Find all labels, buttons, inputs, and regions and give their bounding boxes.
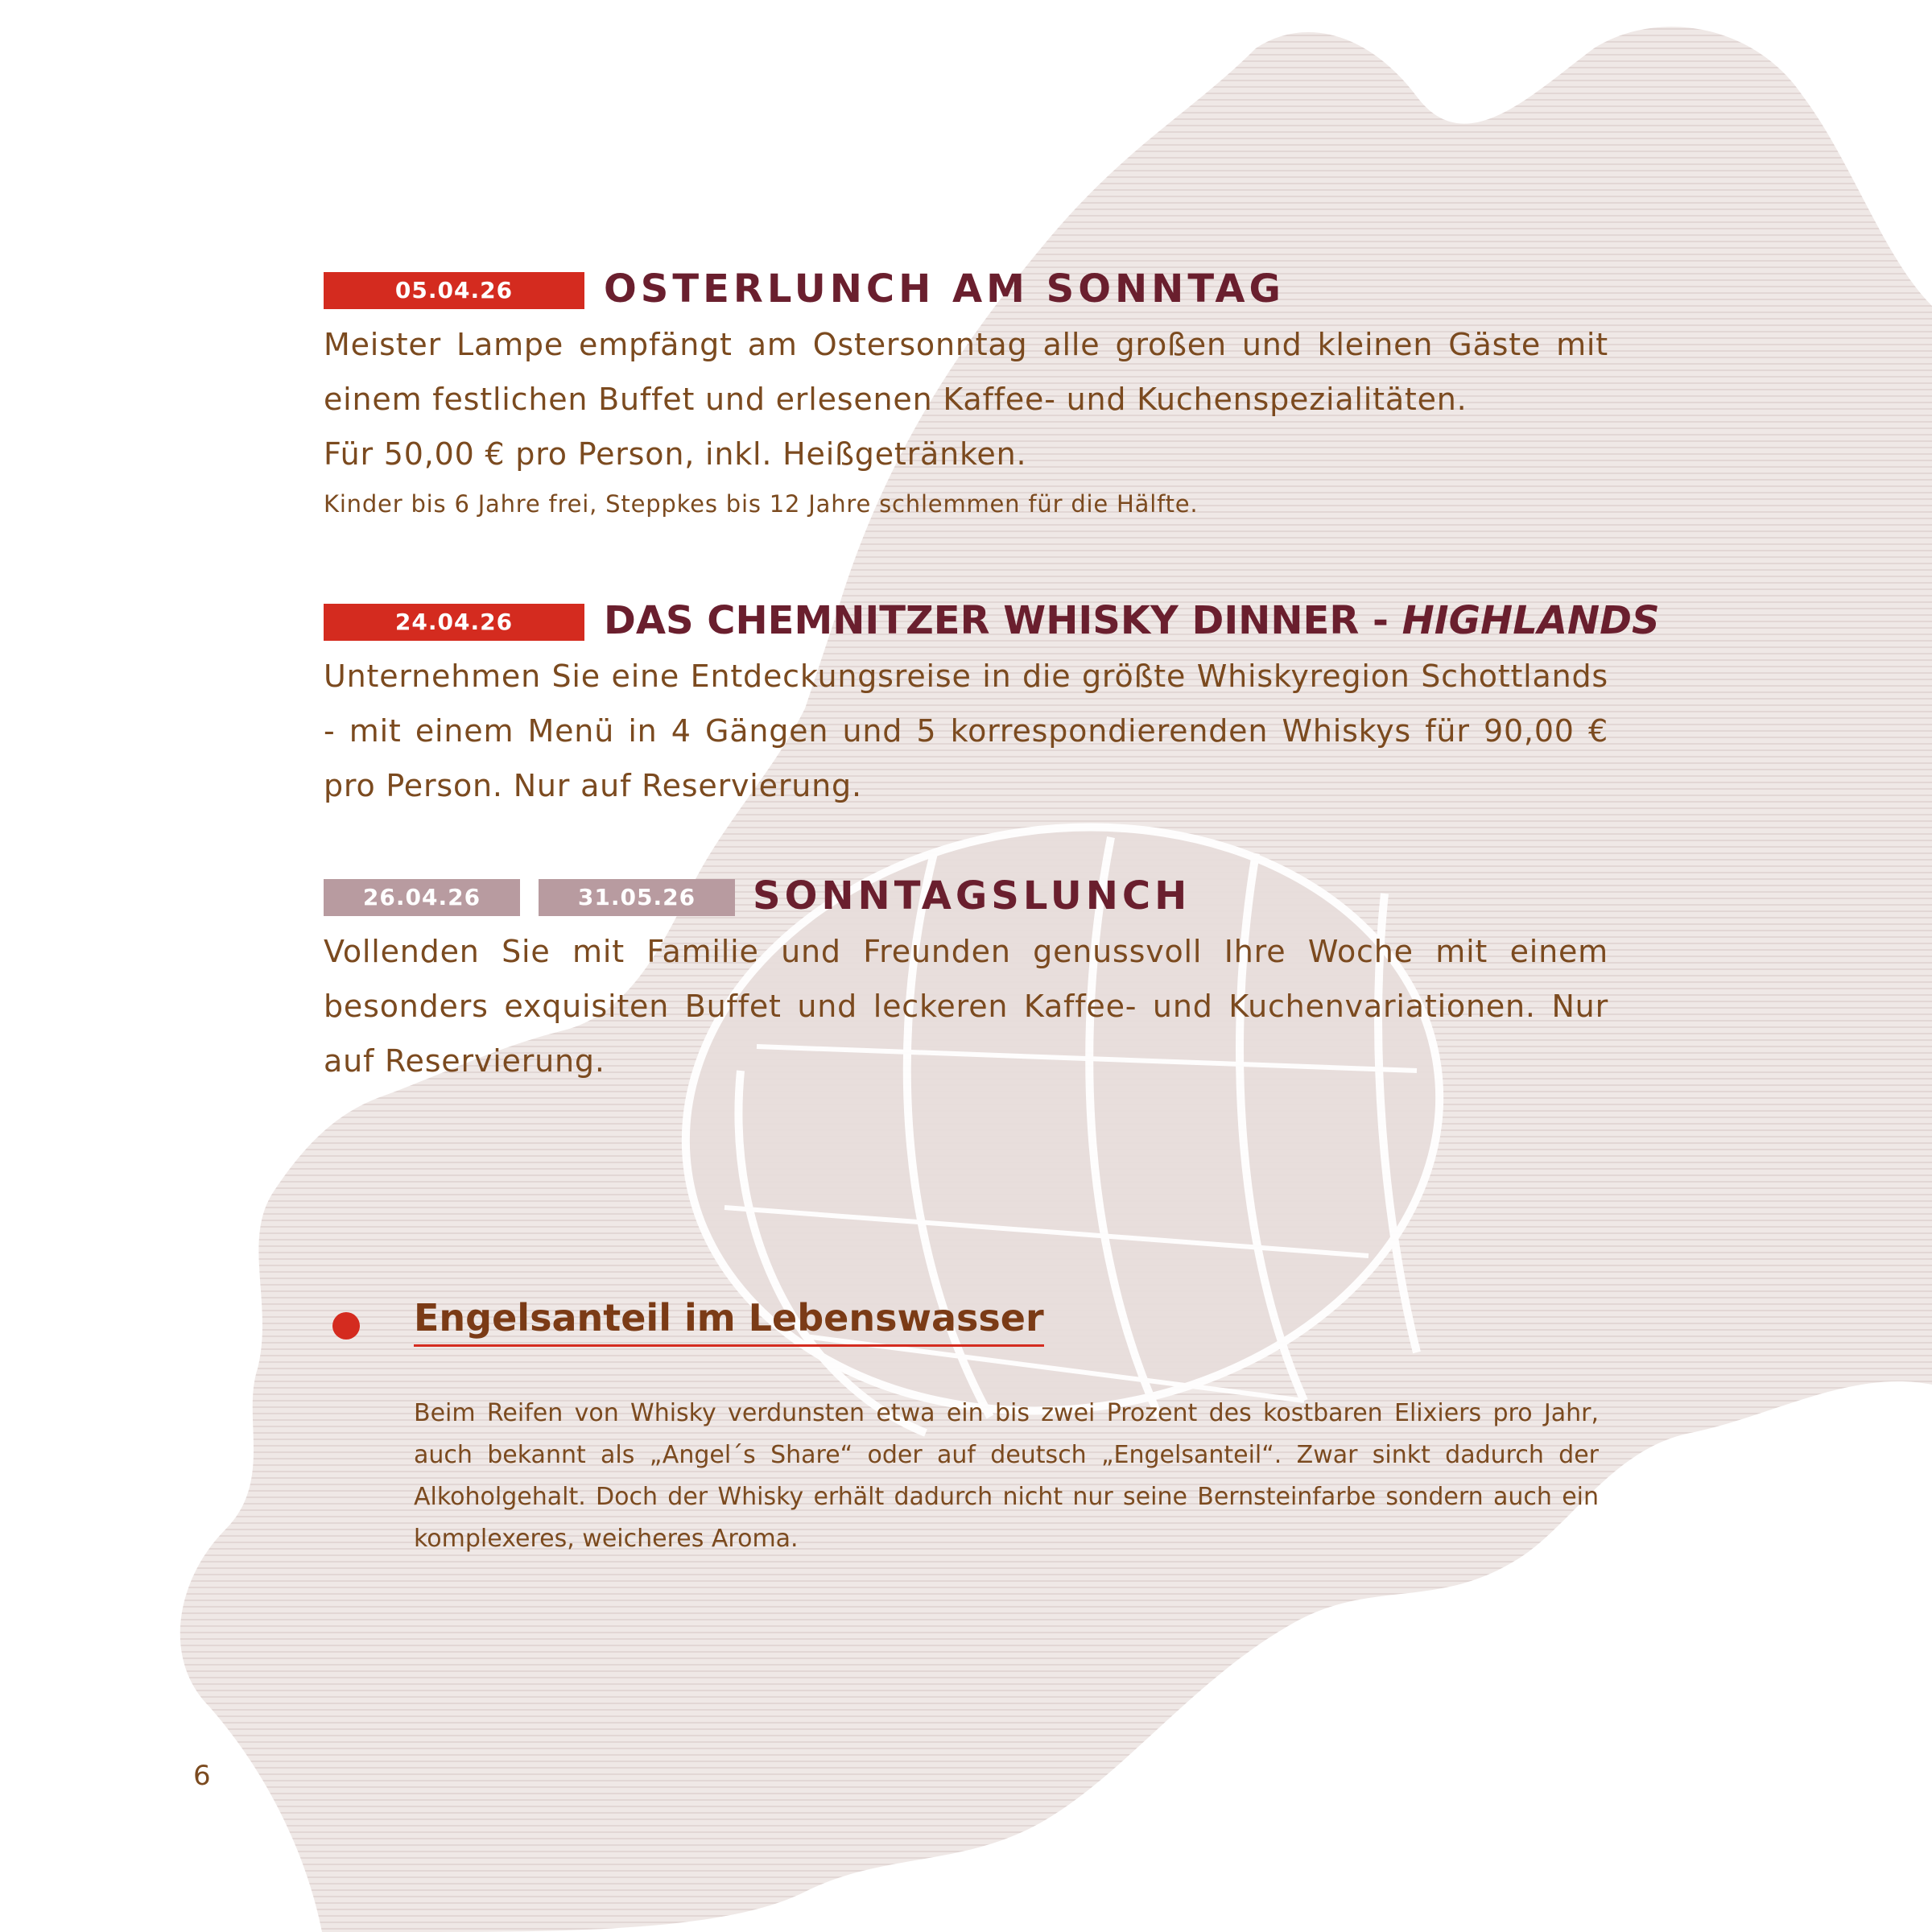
event-sonntagslunch <box>324 863 1608 1088</box>
date-badge: 05.04.26 <box>324 272 584 309</box>
event-title-region: HIGHLANDS <box>1402 598 1660 643</box>
event-header <box>324 863 1608 924</box>
event-header <box>324 256 1608 317</box>
date-badge: 26.04.26 <box>324 879 520 916</box>
event-note: Kinder bis 6 Jahre frei, Steppkes bis 12 Jahre schlemmen für die Hälfte. <box>324 490 1199 518</box>
event-header <box>324 588 1660 649</box>
info-title: Engelsanteil im Lebenswasser <box>414 1296 1044 1347</box>
event-text: Meister Lampe empfängt am Ostersonntag alle großen und kleinen Gäste mit einem festlichen Buffet und erlesenen Kaffee- und Kuchenspezialitäten. <box>324 327 1608 417</box>
event-text: Unternehmen Sie eine Entdeckungsreise in die größte Whiskyregion Schottlands - mit einem Menü in 4 Gängen und 5 korrespondierenden Whiskys für 90,00 € pro Person. Nur auf Reservierung. <box>324 658 1608 803</box>
event-title: SONNTAGSLUNCH <box>753 873 1191 919</box>
event-text: Vollenden Sie mit Familie und Freunden genussvoll Ihre Woche mit einem besonders exquisiten Buffet und leckeren Kaffee- und Kuchenvariationen. Nur auf Reservierung. <box>324 934 1608 1079</box>
event-price: Für 50,00 € pro Person, inkl. Heißgetränken. <box>324 436 1027 472</box>
event-title: OSTERLUNCH AM SONNTAG <box>604 266 1285 312</box>
event-title-main: DAS CHEMNITZER WHISKY DINNER - <box>604 598 1402 643</box>
event-description <box>324 924 1608 1088</box>
event-description <box>324 649 1608 813</box>
date-badge: 31.05.26 <box>539 879 735 916</box>
event-osterlunch <box>324 256 1608 522</box>
info-text: Beim Reifen von Whisky verdunsten etwa ein bis zwei Prozent des kostbaren Elixiers pro Jahr, auch bekannt als „Angel´s Share“ oder auf deutsch „Engelsanteil“. Zwar sinkt dadurch der Alkoholgehalt. Doch der Whisky erhält dadurch nicht nur seine Bernsteinfarbe sondern auch ein komplexeres, weicheres Aroma. <box>414 1399 1599 1553</box>
bullet-dot-icon <box>332 1312 360 1340</box>
page-number: 6 <box>193 1760 211 1792</box>
event-whisky-dinner <box>324 588 1660 813</box>
event-description <box>324 317 1608 522</box>
date-badge: 24.04.26 <box>324 604 584 641</box>
event-title <box>604 588 1660 649</box>
